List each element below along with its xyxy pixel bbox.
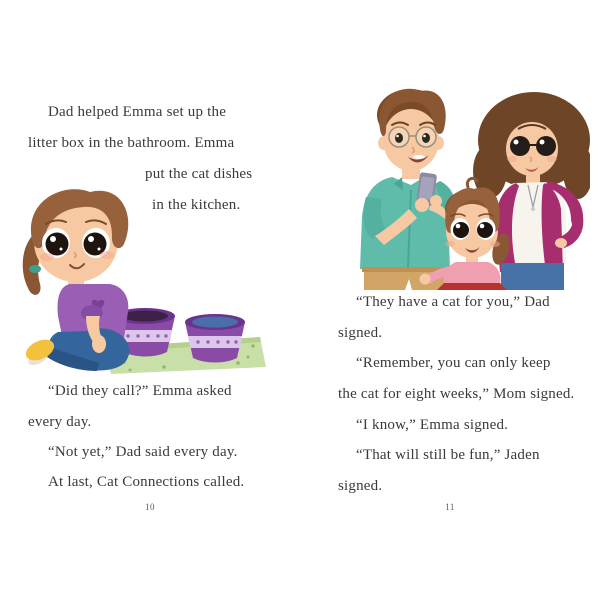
story-text-line: “That will still be fun,” Jaden xyxy=(356,447,540,463)
cat-bowl xyxy=(185,314,245,363)
story-text-line: every day. xyxy=(28,414,92,430)
story-text-line: signed. xyxy=(338,325,383,341)
page-number-left: 10 xyxy=(145,502,155,512)
illustration-girl-with-cat-bowls xyxy=(12,186,268,374)
story-text-line: “Not yet,” Dad said every day. xyxy=(48,444,238,460)
story-text-line: “Remember, you can only keep xyxy=(356,355,551,371)
dad-figure xyxy=(360,89,455,290)
illustration-family-with-phone xyxy=(332,85,590,290)
story-text-line: the cat for eight weeks,” Mom signed. xyxy=(338,386,575,402)
story-text-line: litter box in the bathroom. Emma xyxy=(28,135,235,151)
story-text-line: Dad helped Emma set up the xyxy=(48,104,227,120)
story-text-line: in the kitchen. xyxy=(152,197,241,213)
story-text-line: “I know,” Emma signed. xyxy=(356,417,509,433)
story-text-line: put the cat dishes xyxy=(145,166,253,182)
story-text-line: “They have a cat for you,” Dad xyxy=(356,294,550,310)
story-text-line: At last, Cat Connections called. xyxy=(48,474,245,490)
story-text-line: signed. xyxy=(338,478,383,494)
story-text-line: “Did they call?” Emma asked xyxy=(48,383,232,399)
page-number-right: 11 xyxy=(445,502,455,512)
girl-figure xyxy=(22,189,130,371)
